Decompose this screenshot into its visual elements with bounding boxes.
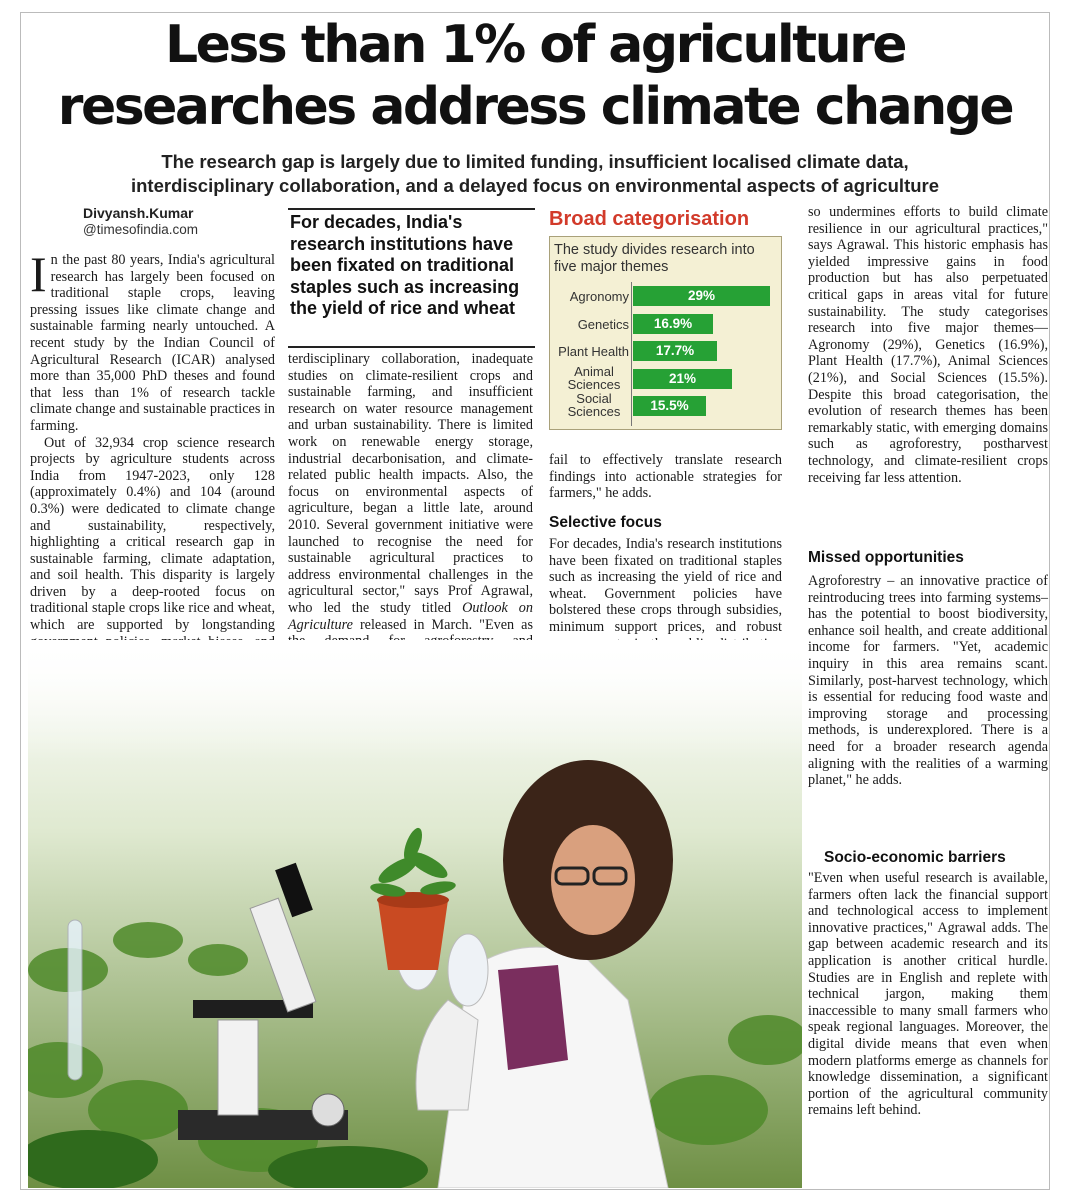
chart-bar-value-label: 15.5% [650, 398, 689, 413]
chart-bar-value-label: 16.9% [653, 315, 693, 331]
col2-para-1-text: terdisciplinary collaboration, inadequate studies on climate-resilient crops and sustainable farming, and insufficient research on water resource management and urban sustainability. There is limited work on renewable energy storage, industrial decarbonisation, and climate-related public health impacts. Also, the focus on environmental aspects of agriculture, began a little late, around 2010. Several government initiative were launched to recognise the need for sustainable agricultural practices to address environmental challenges in the agricultural sector," says Prof Agrawal, who led the study titled [288, 351, 533, 616]
headline-line1: Less than 1% of agriculture [164, 15, 906, 75]
chart-bar-value-label: 21% [668, 370, 697, 386]
pullquote-rule-top [288, 208, 535, 210]
section-heading-selective-focus: Selective focus [549, 514, 662, 531]
col1-para-1-text: n the past 80 years, India's agricultural research has largely been focused on traditional staple crops, leaving pressing issues like climate change and sustainable farming nearly untouched. A recent study by the Indian Council of Agricultural Research (ICAR) analysed more than 35,000 PhD theses and found that less than 1% of research tackle climate change and sustainable practices in farming. [30, 252, 275, 434]
subheadline [20, 150, 1050, 198]
dropcap: I [30, 246, 47, 302]
col2-para-1-italic: Outlook on Agriculture [288, 599, 533, 633]
col2-para-1-end: released in March. "Even as [359, 616, 533, 633]
chart-bar-value-label: 29% [687, 288, 716, 303]
col4-para-2: Agroforestry – an innovative practice of reintroducing trees into farming systems–has the potential to boost biodiversity, enhance soil health, and create additional income for farmers. "Yet, academic inquiry in this area remains scant. Similarly, post-harvest technology, which is essential for reducing food waste and improving storage and processing methods, is underexplored. There is a need for a broader research agenda aligning with the realities of a warming planet," he adds. [808, 573, 1048, 789]
column-4-b [808, 573, 1048, 789]
chart-category-label: Agronomy [569, 289, 629, 304]
chart-category-label: Animal Sciences [567, 363, 621, 392]
pullquote: For decades, India's research institutions have been fixated on traditional staples such as increasing the yield of rice and wheat [290, 212, 520, 318]
chart-category-label: Plant Health [558, 344, 629, 359]
chart-subtitle: The study divides research into five major themes [554, 242, 755, 275]
headline-line2: researches address climate change [57, 77, 1013, 137]
photo-fade [28, 640, 802, 760]
subheadline-line1: The research gap is largely due to limited funding, insufficient localised climate data, [161, 151, 909, 172]
chart-axis-line [631, 282, 632, 426]
byline-author: Divyansh.Kumar [83, 205, 194, 221]
chart-category-label: Social Sciences [567, 391, 621, 419]
section-heading-missed-opportunities: Missed opportunities [808, 549, 964, 566]
section-heading-socio-economic-barriers: Socio-economic barriers [824, 849, 1006, 866]
col4-para-3: "Even when useful research is available, farmers often lack the financial support and technological access to implement innovative practices," Agrawal adds. The gap between academic research and its application is another critical hurdle. Studies are in English and replete with technical jargon, making them inaccessible to many small farmers who speak regional languages. Moreover, the digital divide means that even when modern platforms emerge as channels for knowledge dissemination, a significant portion of the agricultural community remains left behind. [808, 870, 1048, 1119]
byline-site: @timesofindia.com [83, 222, 198, 237]
col4-para-1: so undermines efforts to build climate resilience in our agricultural practices," says Agrawal. This historic emphasis has yielded impressive gains in food production but has also perpetuated critical gaps in areas vital for future sustainability. The study categorises research into five major themes—Agronomy (29%), Genetics (16.9%), Plant Health (17.7%), Animal Sciences (21%), and Social Sciences (15.5%). Despite this broad categorisation, the evolution of research themes has been remarkably static, with emerging domains such as agroforestry, postharvest technology, and climate-resilient crops receiving far less attention. [808, 204, 1048, 486]
chart-title: Broad categorisation [549, 208, 779, 234]
chart-bar-value-label: 17.7% [655, 343, 695, 358]
col1-para-1 [30, 246, 275, 435]
column-4 [808, 204, 1048, 486]
col1-para-2: Out of 32,934 crop science research projects by agriculture students across India from 1947-2023, only 128 (approximately 0.4%) and 104 (around 0.3%) were dedicated to climate change and sustainability, respectively, highlighting a critical research gap in sustainable farming, climate adaptation, and soil health. This disparity is largely driven by a deep-rooted focus on traditional staple crops like rice and wheat, which are supported by longstanding [30, 434, 275, 634]
chart-category-label: Genetics [577, 316, 629, 332]
column-4-c [808, 870, 1048, 1119]
col3-para-1: fail to effectively translate research findings into actionable strategies for farmers," he adds. [549, 452, 782, 502]
col3-para-2: For decades, India's research institutions have been fixated on traditional staples such as increasing the yield of rice and wheat. Government policies have bolstered these crops through subsidies, minimum support prices, and robust [549, 536, 782, 635]
headline [0, 14, 1070, 138]
subheadline-line2: interdisciplinary collaboration, and a delayed focus on environmental aspects of agriculture [130, 175, 940, 196]
pullquote-rule-bottom [288, 346, 535, 348]
column-3 [549, 452, 782, 502]
scientist-photo [28, 640, 802, 1188]
